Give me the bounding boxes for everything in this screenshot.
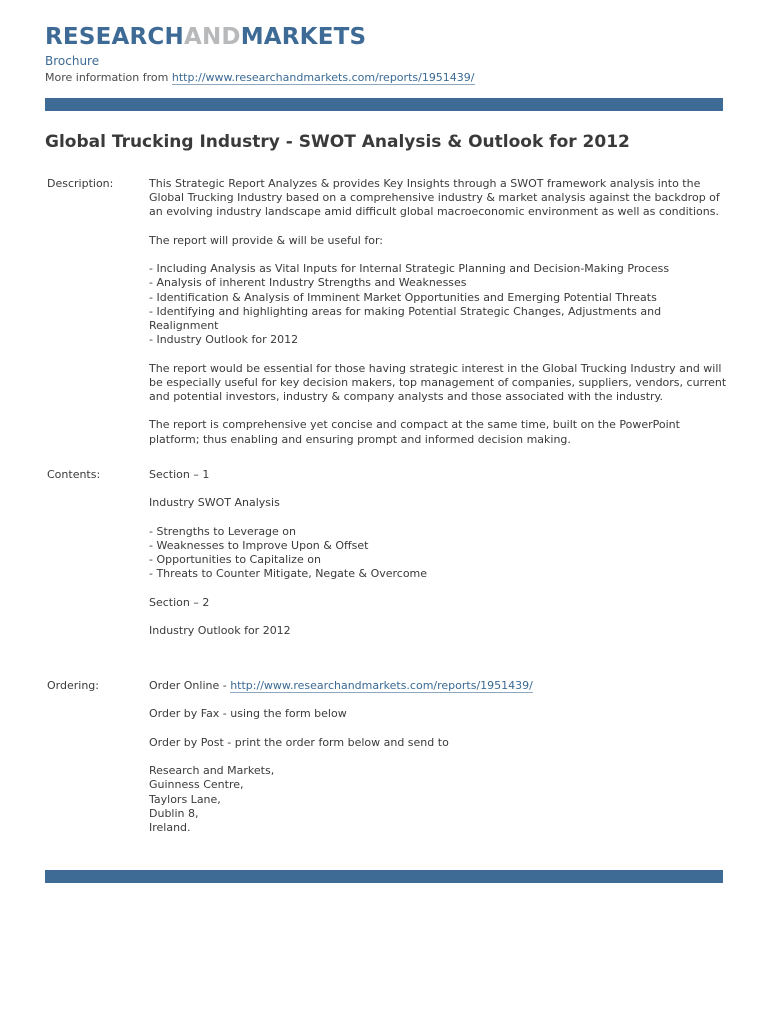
order-online-label: Order Online -	[149, 679, 231, 692]
address-line: Research and Markets,	[149, 764, 275, 778]
order-by-fax: Order by Fax - using the form below	[149, 707, 347, 721]
researchandmarkets-logo	[45, 22, 366, 52]
ordering-label: Ordering:	[47, 679, 99, 692]
list-item: - Threats to Counter Mitigate, Negate & Overcome	[149, 567, 428, 581]
contents-section-2: Section – 2	[149, 595, 210, 609]
ordering-body	[149, 679, 727, 849]
description-platform: The report is comprehensive yet concise and compact at the same time, built on the PowerPoint platform; thus enabling and ensuring prompt and informed decision making.	[149, 418, 680, 446]
header-divider-bar	[45, 98, 723, 111]
address-line: Dublin 8,	[149, 806, 199, 820]
description-intro: This Strategic Report Analyzes & provides Key Insights through a SWOT framework analysis into the Global Trucking Industry based on a comprehensive industry & market analysis against the backdrop of an evolving industry landscape amid difficult global macroeconomic environment as well as conditions.	[149, 177, 720, 219]
description-useful-for: The report will provide & will be useful for:	[149, 233, 384, 247]
list-item: - Including Analysis as Vital Inputs for Internal Strategic Planning and Decision-Making Process	[149, 262, 670, 276]
list-item: - Identification & Analysis of Imminent Market Opportunities and Emerging Potential Threats	[149, 290, 657, 304]
more-info-line	[45, 70, 475, 85]
logo-markets: MARKETS	[240, 24, 367, 50]
footer-divider-bar	[45, 870, 723, 883]
contents-section-1: Section – 1	[149, 468, 210, 481]
description-body	[149, 177, 727, 461]
address-line: Ireland.	[149, 820, 191, 834]
brochure-label: Brochure	[45, 54, 100, 68]
more-info-label: More information from	[45, 71, 169, 84]
contents-label: Contents:	[47, 468, 101, 481]
address-line: Taylors Lane,	[149, 792, 221, 806]
postal-address	[149, 764, 727, 835]
description-audience: The report would be essential for those having strategic interest in the Global Trucking Industry and will be especially useful for key decision makers, top management of companies, suppliers, vendors, current and potential investors, industry & company analysts and those associated with the industry.	[149, 361, 727, 403]
list-item: - Strengths to Leverage on	[149, 524, 297, 538]
contents-section-1-title: Industry SWOT Analysis	[149, 496, 280, 510]
list-item: - Opportunities to Capitalize on	[149, 553, 321, 567]
order-online-link[interactable]: http://www.researchandmarkets.com/reports/1951439/	[230, 679, 533, 692]
order-by-post: Order by Post - print the order form below and send to	[149, 735, 449, 749]
address-line: Guinness Centre,	[149, 778, 244, 792]
list-item: - Analysis of inherent Industry Strengths and Weaknesses	[149, 276, 467, 290]
order-online	[149, 679, 727, 693]
list-item: - Weaknesses to Improve Upon & Offset	[149, 538, 369, 552]
list-item: - Industry Outlook for 2012	[149, 333, 299, 347]
report-url-link[interactable]: http://www.researchandmarkets.com/reports/1951439/	[171, 71, 475, 84]
contents-bullet-list	[149, 525, 727, 582]
list-item: - Identifying and highlighting areas for making Potential Strategic Changes, Adjustments and Realignment	[149, 304, 662, 332]
description-label: Description:	[47, 177, 114, 190]
logo-and: AND	[183, 24, 241, 50]
description-bullet-list	[149, 262, 727, 347]
page-title: Global Trucking Industry - SWOT Analysis & Outlook for 2012	[45, 132, 630, 152]
contents-section-2-title: Industry Outlook for 2012	[149, 624, 291, 638]
contents-body	[149, 468, 727, 653]
logo-research: RESEARCH	[45, 24, 184, 50]
